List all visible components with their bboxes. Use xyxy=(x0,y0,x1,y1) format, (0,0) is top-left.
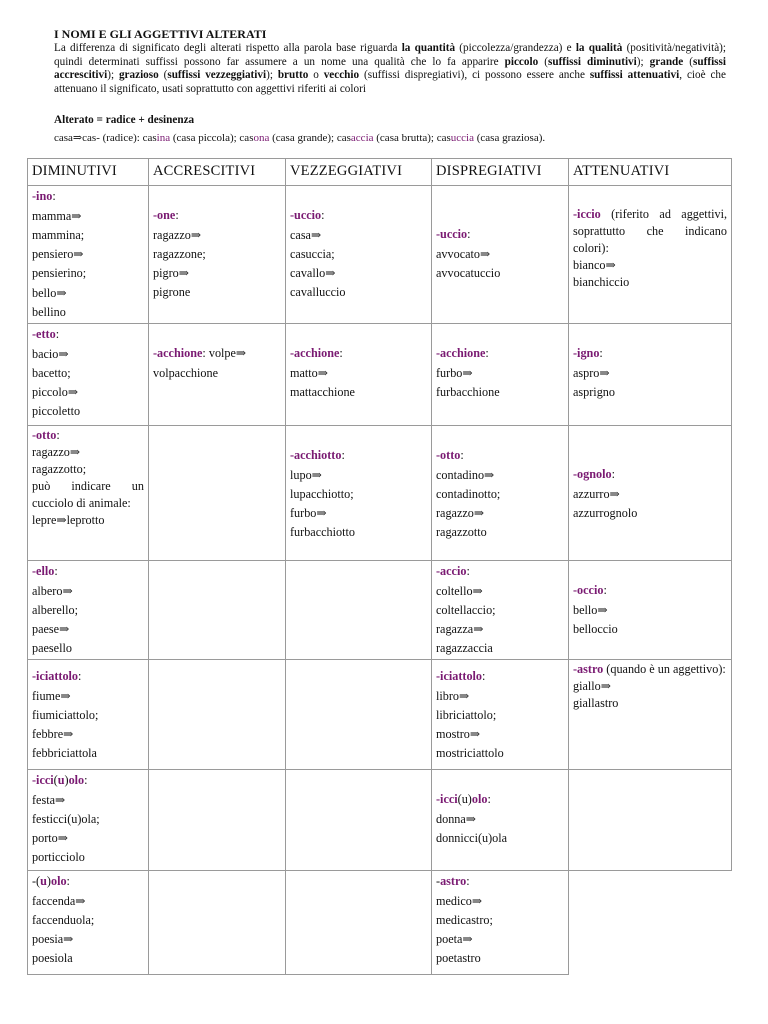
text-segment: : xyxy=(175,208,179,223)
text-segment: (casa brutta); cas xyxy=(373,131,451,144)
table-cell xyxy=(149,426,286,561)
suffix-label: -iciattolo xyxy=(32,669,79,684)
cell-content xyxy=(573,562,727,639)
cell-line: paese⇒ xyxy=(32,622,70,637)
text-segment: casa⇒cas- (radice): cas xyxy=(54,131,157,144)
table-row xyxy=(28,561,732,660)
suffix-label: -igno xyxy=(573,346,600,361)
table-cell xyxy=(432,871,569,975)
cell-line xyxy=(436,446,564,465)
suffix-label: -uccio xyxy=(290,208,322,223)
column-header: DIMINUTIVI xyxy=(28,159,149,186)
table-cell xyxy=(569,426,732,561)
cell-line: fiume⇒ xyxy=(32,688,71,703)
text-segment: (riferito ad aggettivi, soprattutto che indicano colori): xyxy=(573,207,727,256)
cell-content xyxy=(436,562,564,658)
cell-line: poeta⇒ xyxy=(436,932,473,947)
cell-line xyxy=(573,344,727,363)
suffix-label: -iciattolo xyxy=(436,669,483,684)
cell-content xyxy=(32,661,144,763)
text-segment: ( xyxy=(683,55,694,68)
cell-line: azzurro⇒ xyxy=(573,486,620,501)
cell-line: furbo⇒ xyxy=(290,506,327,521)
text-segment: ) xyxy=(64,773,69,788)
text-segment: : xyxy=(603,583,607,598)
table-cell xyxy=(286,426,432,561)
table-cell xyxy=(149,186,286,324)
table-cell xyxy=(149,871,286,975)
cell-line: medico⇒ xyxy=(436,893,483,908)
cell-line: casa⇒ xyxy=(290,227,322,242)
cell-line: lupacchiotto; xyxy=(290,486,354,501)
cell-line xyxy=(573,581,727,600)
bold-term: grazioso xyxy=(118,69,159,82)
bold-term: la quantità xyxy=(401,41,456,54)
table-cell xyxy=(28,561,149,660)
suffix-label: u xyxy=(57,773,65,788)
cell-line xyxy=(32,427,144,444)
cell-line: contadino⇒ xyxy=(436,467,495,482)
cell-line xyxy=(32,562,144,581)
cell-content xyxy=(32,427,144,529)
cell-line: casuccia; xyxy=(290,246,335,261)
cell-content xyxy=(436,771,564,848)
cell-line xyxy=(436,562,564,581)
cell-line xyxy=(32,667,144,686)
text-segment: : xyxy=(487,792,491,807)
cell-content xyxy=(573,661,727,712)
table-cell xyxy=(28,324,149,426)
table-cell xyxy=(28,186,149,324)
cell-content xyxy=(573,427,727,523)
cell-line: alberello; xyxy=(32,602,79,617)
suffix-label: -icci xyxy=(32,773,54,788)
text-segment: ); xyxy=(636,55,650,68)
text-segment: : xyxy=(485,346,489,361)
cell-line: pigrone xyxy=(153,285,191,300)
suffix-label: -astro xyxy=(573,662,604,677)
cell-line: mammina; xyxy=(32,227,85,242)
suffix-label: -ino xyxy=(32,189,53,204)
suffix-label: -acchione xyxy=(436,346,486,361)
cell-line: donna⇒ xyxy=(436,811,476,826)
cell-line: porto⇒ xyxy=(32,831,68,846)
table-cell xyxy=(569,770,732,871)
intro-paragraph xyxy=(54,42,726,97)
cell-line: aspro⇒ xyxy=(573,365,610,380)
cell-line: giallastro xyxy=(573,696,619,711)
suffix-label: -otto xyxy=(436,448,461,463)
cell-line: mattacchione xyxy=(290,384,355,399)
text-segment: o xyxy=(308,69,324,82)
cell-line xyxy=(436,790,564,809)
text-segment: , cioè che attenuano il significato, usati soprattutto con aggettivi riferiti ai colori xyxy=(54,69,726,96)
cell-line: bianchiccio xyxy=(573,275,630,290)
suffix-table xyxy=(27,158,732,975)
text-segment: : xyxy=(56,428,60,443)
cell-content xyxy=(32,187,144,322)
cell-line: cavalluccio xyxy=(290,285,346,300)
cell-line: avvocato⇒ xyxy=(436,246,491,261)
table-cell xyxy=(432,660,569,770)
cell-content xyxy=(32,771,144,867)
suffix-highlight: ina xyxy=(156,131,171,144)
cell-line: asprigno xyxy=(573,384,615,399)
cell-line: mamma⇒ xyxy=(32,208,82,223)
cell-line: volpacchione xyxy=(153,365,218,380)
cell-line: albero⇒ xyxy=(32,583,73,598)
table-cell xyxy=(28,871,149,975)
cell-content xyxy=(573,325,727,402)
cell-line: febbriciattola xyxy=(32,746,97,761)
column-header: VEZZEGGIATIVI xyxy=(286,159,432,186)
text-segment: ); xyxy=(266,69,278,82)
cell-line xyxy=(290,206,427,225)
table-cell xyxy=(569,324,732,426)
bold-term: vecchio xyxy=(323,69,360,82)
formula-line: Alterato = radice + desinenza xyxy=(54,113,195,126)
text-segment: : xyxy=(599,346,603,361)
cell-line: furbo⇒ xyxy=(436,365,473,380)
text-segment: : xyxy=(611,467,615,482)
table-row xyxy=(28,770,732,871)
table-row xyxy=(28,660,732,770)
cell-line xyxy=(32,771,144,790)
table-cell xyxy=(432,324,569,426)
cell-line xyxy=(573,661,727,678)
text-segment: : xyxy=(482,669,486,684)
cell-line: ragazzaccia xyxy=(436,641,493,656)
cell-line: pensiero⇒ xyxy=(32,247,84,262)
table-cell xyxy=(28,426,149,561)
table-cell xyxy=(149,561,286,660)
table-cell xyxy=(569,561,732,660)
cell-line: bacio⇒ xyxy=(32,346,69,361)
cell-line: furbacchione xyxy=(436,384,500,399)
cell-line: libro⇒ xyxy=(436,688,470,703)
cell-line: belloccio xyxy=(573,621,618,636)
column-header: ATTENUATIVI xyxy=(569,159,732,186)
cell-line xyxy=(32,325,144,344)
cell-line xyxy=(153,344,281,363)
table-body xyxy=(28,186,732,975)
column-header: ACCRESCITIVI xyxy=(149,159,286,186)
suffix-label: -otto xyxy=(32,428,57,443)
suffix-label: -acchione xyxy=(153,346,203,361)
cell-line: mostro⇒ xyxy=(436,727,481,742)
cell-line: festa⇒ xyxy=(32,792,66,807)
cell-line: porticciolo xyxy=(32,850,85,865)
cell-line: furbacchiotto xyxy=(290,525,355,540)
suffix-label: -icci xyxy=(436,792,458,807)
cell-content xyxy=(290,187,427,302)
cell-line: ragazzo⇒ xyxy=(32,445,81,460)
cell-content xyxy=(436,661,564,763)
table-cell xyxy=(28,770,149,871)
cell-line: azzurrognolo xyxy=(573,505,638,520)
table-cell xyxy=(569,186,732,324)
cell-content xyxy=(290,325,427,402)
text-segment: : xyxy=(341,448,345,463)
suffix-label: olo xyxy=(68,773,85,788)
cell-line: bello⇒ xyxy=(573,602,608,617)
text-segment: ); xyxy=(107,69,119,82)
text-segment: La differenza di significato degli alterati rispetto alla parola base riguarda xyxy=(54,41,402,54)
table-cell xyxy=(286,561,432,660)
bold-term: piccolo xyxy=(504,55,539,68)
cell-line: libriciattolo; xyxy=(436,707,497,722)
table-cell xyxy=(432,770,569,871)
document-title: I NOMI E GLI AGGETTIVI ALTERATI xyxy=(54,27,267,41)
text-segment: (positività/negatività); quindi determinati suffissi possono far assumere a un nome una qualità che lo fa apparire xyxy=(54,41,727,68)
cell-line xyxy=(436,872,564,891)
text-segment: : xyxy=(78,669,82,684)
suffix-label: -one xyxy=(153,208,176,223)
cell-line: poesia⇒ xyxy=(32,932,74,947)
table-row xyxy=(28,426,732,561)
cell-line: piccoletto xyxy=(32,404,81,419)
cell-line: ragazzotto; xyxy=(32,462,87,477)
text-segment: : volpe⇒ xyxy=(202,346,247,361)
text-segment: (u) xyxy=(457,792,472,807)
suffix-label: -accio xyxy=(436,564,467,579)
cell-line: bellino xyxy=(32,305,66,320)
text-segment: (casa graziosa). xyxy=(473,131,546,144)
bold-term: suffissi accrescitivi xyxy=(54,55,726,82)
cell-line: fiumiciattolo; xyxy=(32,707,99,722)
suffix-label: -iccio xyxy=(573,207,601,222)
cell-line: febbre⇒ xyxy=(32,727,74,742)
cell-line: lepre⇒leprotto xyxy=(32,513,105,528)
cell-line: ragazzo⇒ xyxy=(436,506,485,521)
text-segment: -( xyxy=(32,874,41,889)
cell-line: paesello xyxy=(32,641,72,656)
bold-term: suffissi attenuativi xyxy=(589,69,680,82)
cell-line: ragazzone; xyxy=(153,246,206,261)
text-segment: : xyxy=(54,564,58,579)
cell-line xyxy=(573,206,727,257)
text-segment: (casa grande); cas xyxy=(269,131,351,144)
text-segment: : xyxy=(339,346,343,361)
suffix-highlight: accia xyxy=(350,131,374,144)
text-segment: : xyxy=(52,189,56,204)
table-cell xyxy=(432,561,569,660)
suffix-label: -acchione xyxy=(290,346,340,361)
bold-term: la qualità xyxy=(575,41,623,54)
cell-line: può indicare un cucciolo di animale: xyxy=(32,479,144,511)
suffix-label: -ello xyxy=(32,564,55,579)
table-cell xyxy=(432,426,569,561)
table-row xyxy=(28,871,732,975)
cell-line: bello⇒ xyxy=(32,285,67,300)
suffix-label: -etto xyxy=(32,327,56,342)
table-header-row xyxy=(28,159,732,186)
cell-content xyxy=(436,427,564,542)
cell-line: medicastro; xyxy=(436,912,493,927)
cell-line: donnicci(u)ola xyxy=(436,830,508,845)
cell-line xyxy=(573,465,727,484)
table-cell xyxy=(149,660,286,770)
cell-content xyxy=(436,872,564,968)
cell-content xyxy=(290,427,427,542)
bold-term: brutto xyxy=(277,69,309,82)
cell-line xyxy=(436,225,564,244)
table-cell xyxy=(569,660,732,770)
cell-line: bacetto; xyxy=(32,365,71,380)
cell-content xyxy=(153,325,281,383)
column-header: DISPREGIATIVI xyxy=(432,159,569,186)
cell-line: pigro⇒ xyxy=(153,266,189,281)
cell-line: faccenda⇒ xyxy=(32,893,86,908)
cell-line xyxy=(436,344,564,363)
suffix-label: -acchiotto xyxy=(290,448,342,463)
cell-line: coltellaccio; xyxy=(436,602,496,617)
text-segment: : xyxy=(460,448,464,463)
text-segment: : xyxy=(467,227,471,242)
cell-line: ragazzotto xyxy=(436,525,487,540)
table-cell xyxy=(286,770,432,871)
cell-line: avvocatuccio xyxy=(436,265,501,280)
table-cell xyxy=(149,324,286,426)
cell-content xyxy=(32,325,144,421)
suffix-label: olo xyxy=(471,792,488,807)
text-segment: (quando è un aggettivo): xyxy=(603,662,726,677)
cell-content xyxy=(32,562,144,658)
suffix-label: -uccio xyxy=(436,227,468,242)
intro-section xyxy=(54,28,726,146)
table-cell xyxy=(286,186,432,324)
table-cell xyxy=(286,871,432,975)
text-segment: - xyxy=(436,874,441,889)
table-row xyxy=(28,186,732,324)
text-segment: ( xyxy=(53,773,58,788)
text-segment: ( xyxy=(158,69,168,82)
cell-line: matto⇒ xyxy=(290,365,328,380)
suffix-label: u xyxy=(40,874,47,889)
text-segment: ( xyxy=(538,55,548,68)
cell-line: festicci(u)ola; xyxy=(32,811,100,826)
cell-line: mostriciattolo xyxy=(436,746,504,761)
table-cell xyxy=(149,770,286,871)
text-segment: (piccolezza/grandezza) e xyxy=(455,41,576,54)
bold-term: grande xyxy=(649,55,684,68)
suffix-label: olo xyxy=(50,874,67,889)
cell-line: coltello⇒ xyxy=(436,583,483,598)
text-segment: : xyxy=(466,564,470,579)
cell-content xyxy=(436,325,564,402)
cell-line: poesiola xyxy=(32,951,73,966)
table-row xyxy=(28,324,732,426)
text-segment: : xyxy=(55,327,60,342)
suffix-highlight: uccia xyxy=(450,131,474,144)
bold-term: suffissi diminutivi xyxy=(548,55,637,68)
bold-term: suffissi vezzeggiativi xyxy=(167,69,267,82)
cell-content xyxy=(436,187,564,283)
cell-line xyxy=(290,446,427,465)
text-segment: : xyxy=(466,874,470,889)
cell-line: piccolo⇒ xyxy=(32,385,79,400)
cell-line: ragazzo⇒ xyxy=(153,227,202,242)
cell-line xyxy=(32,872,144,891)
text-segment: (casa piccola); cas xyxy=(170,131,254,144)
cell-line: pensierino; xyxy=(32,266,87,281)
cell-line xyxy=(436,667,564,686)
text-segment: : xyxy=(66,874,70,889)
cell-content xyxy=(573,187,727,291)
cell-line xyxy=(32,187,144,206)
cell-line: lupo⇒ xyxy=(290,467,322,482)
cell-line: contadinotto; xyxy=(436,486,501,501)
suffix-label: -occio xyxy=(573,583,604,598)
cell-content xyxy=(32,872,144,968)
text-segment: ) xyxy=(46,874,51,889)
table-cell xyxy=(569,871,732,975)
cell-line: ragazza⇒ xyxy=(436,622,484,637)
cell-line: faccenduola; xyxy=(32,912,95,927)
cell-line: giallo⇒ xyxy=(573,679,611,694)
suffix-label: astro xyxy=(440,874,467,889)
cell-line xyxy=(153,206,281,225)
cell-line: poetastro xyxy=(436,951,481,966)
example-line xyxy=(54,132,726,146)
cell-line xyxy=(290,344,427,363)
text-segment: : xyxy=(84,773,88,788)
suffix-highlight: ona xyxy=(253,131,270,144)
cell-line: bianco⇒ xyxy=(573,258,616,273)
cell-line: cavallo⇒ xyxy=(290,266,336,281)
table-cell xyxy=(286,324,432,426)
text-segment: (suffissi dispregiativi), ci possono essere anche xyxy=(359,69,590,82)
suffix-label: -ognolo xyxy=(573,467,612,482)
cell-content xyxy=(153,187,281,302)
text-segment: : xyxy=(321,208,325,223)
table-cell xyxy=(286,660,432,770)
table-cell xyxy=(28,660,149,770)
table-cell xyxy=(432,186,569,324)
